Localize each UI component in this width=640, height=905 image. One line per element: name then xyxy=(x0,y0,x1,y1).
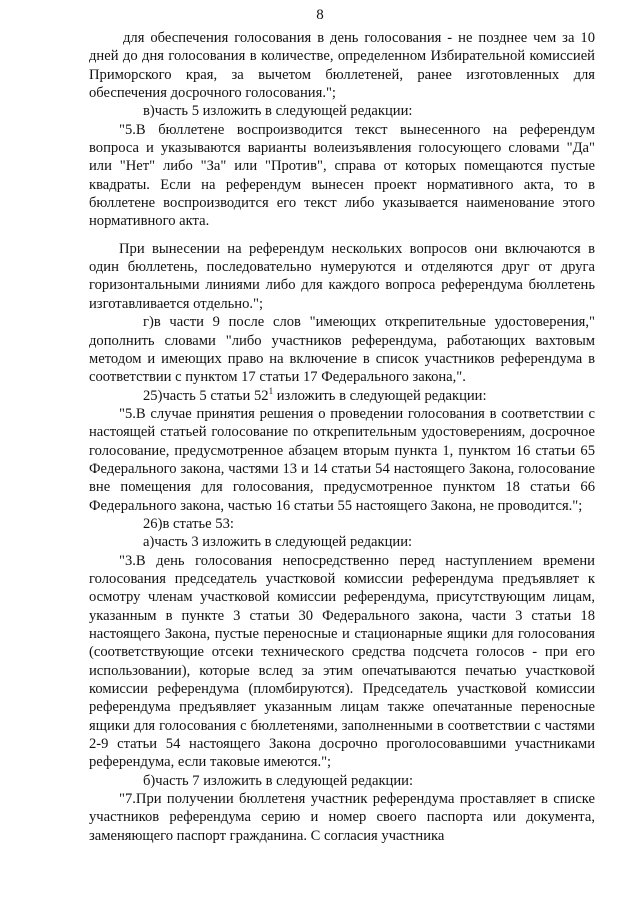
item-25-text-end: изложить в следующей редакции: xyxy=(273,387,487,404)
paragraph-item-25 xyxy=(89,387,595,405)
item-25-superscript: 1 xyxy=(268,385,274,396)
paragraph-item-b: б)часть 7 изложить в следующей редакции: xyxy=(143,772,414,789)
paragraph-quote-5-voting: "5.В случае принятия решения о проведении голосования в соответствии с настоящей статьей голосование по открепительным удостоверениям, досрочное голосование, предусмотренное абзацем вторым пункта 1, пунктом 16 статьи 65 Федерального закона, частями 13 и 14 статьи 54 настоящего Закона, голосование вне помещения для голосования, предусмотренное пунктом 18 статьи 66 Федерального закона, частью 16 статьи 55 настоящего Закона, не проводится."; xyxy=(89,405,595,514)
paragraph-quote-3: "3.В день голосования непосредственно перед наступлением времени голосования председатель участковой комиссии референдума предъявляет к осмотру членам участковой комиссии референдума, присутствующим лицам, указанным в пункте 3 статьи 30 Федерального закона, части 3 статьи 18 настоящего Закона, пустые переносные и стационарные ящики для голосования (соответствующие отсеки технического средства подсчета голосов - при его использовании), которые вслед за этим опечатываются печатью участковой комиссии референдума (пломбируются). Председатель участковой комиссии референдума предъявляет указанным лицам также опечатанные переносные ящики для голосования с бюллетенями, заполненными в соответствии с частями 2-9 статьи 54 настоящего Закона досрочно проголосовавшими участниками референдума, если таковые имеются."; xyxy=(89,552,595,771)
paragraph-item-v: в)часть 5 изложить в следующей редакции: xyxy=(143,103,413,120)
paragraph-quote-7: "7.При получении бюллетеня участник референдума проставляет в списке участников референдума серию и номер своего паспорта или документа, заменяющего паспорт гражданина. С согласия участника xyxy=(89,791,595,844)
document-body xyxy=(89,29,595,845)
paragraph-continuation: для обеспечения голосования в день голосования - не позднее чем за 10 дней до дня голосования в количестве, определенном Избирательной комиссией Приморского края, за вычетом бюллетеней, ранее изготовленных для обеспечения досрочного голосования."; xyxy=(89,30,595,102)
paragraph-item-g: г)в части 9 после слов "имеющих открепительные удостоверения," дополнить словами "либо участников референдума, работающих вахтовым методом и имеющих право на включение в список участников референдума в соответствии с пунктом 17 статьи 17 Федерального закона,". xyxy=(89,314,595,386)
paragraph-item-26: 26)в статье 53: xyxy=(143,515,234,532)
paragraph-multiple-questions: При вынесении на референдум нескольких вопросов они включаются в один бюллетень, последовательно нумеруются и отделяются друг от друга горизонтальными линиями либо для каждого вопроса референдума бюллетень изготавливается отдельно."; xyxy=(89,240,595,312)
paragraph-item-a: а)часть 3 изложить в следующей редакции: xyxy=(143,534,413,551)
paragraph-quote-5: "5.В бюллетене воспроизводится текст вынесенного на референдум вопроса и указываются варианты волеизъявления голосующего словами "Да" или "Нет" либо "За" или "Против", справа от которых помещаются пустые квадраты. Если на референдум вынесен проект нормативного акта, то в бюллетене воспроизводится его текст либо указывается наименование этого нормативного акта. xyxy=(89,121,595,230)
item-25-text: 25)часть 5 статьи 52 xyxy=(143,387,269,404)
page-number: 8 xyxy=(316,7,324,23)
